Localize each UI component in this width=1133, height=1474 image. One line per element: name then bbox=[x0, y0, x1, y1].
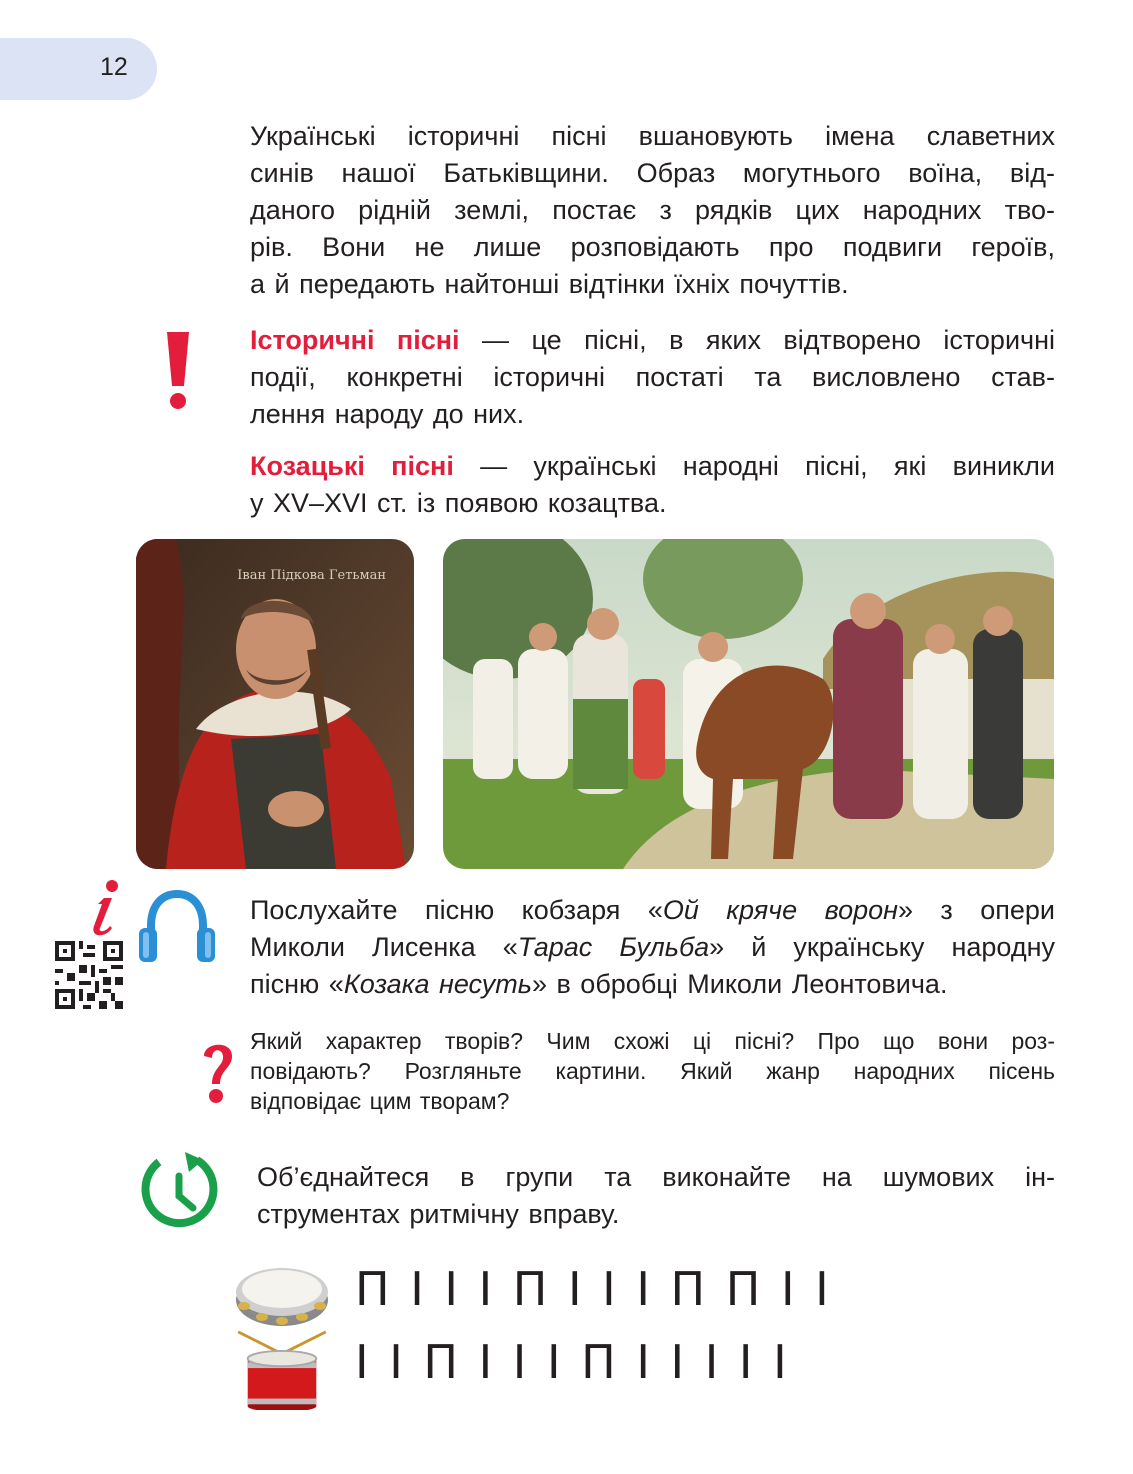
listen-text: Послухайте пісню кобзаря « bbox=[250, 895, 663, 925]
intro-line: Українські історичні пісні вшановують імена славетних bbox=[250, 121, 1055, 151]
listen-text: » й українську народну bbox=[709, 932, 1055, 962]
definition-text: — це пісні, в яких відтворено історичні bbox=[459, 325, 1055, 355]
exclamation-icon bbox=[158, 330, 198, 410]
definition-cossack-songs bbox=[250, 448, 1055, 522]
question-line: повідають? Розгляньте картини. Який жанр народних пісень bbox=[250, 1058, 1055, 1084]
definition-text: події, конкретні історичні постаті та висловлено став- bbox=[250, 362, 1055, 392]
tambourine-icon bbox=[232, 1258, 332, 1338]
task-line: струментах ритмічну вправу. bbox=[257, 1199, 620, 1229]
intro-paragraph bbox=[250, 118, 1055, 303]
intro-line: даного рідній землі, постає з рядків цих народних тво- bbox=[250, 195, 1055, 225]
village-scene-painting bbox=[443, 539, 1054, 869]
info-icon bbox=[78, 878, 128, 938]
drum-rhythm: І І П І І І П І І І І І bbox=[355, 1335, 790, 1389]
definition-historical-songs bbox=[250, 322, 1055, 433]
question-icon bbox=[198, 1040, 238, 1106]
listen-paragraph bbox=[250, 892, 1055, 1003]
listen-text: пісню « bbox=[250, 969, 344, 999]
questions-paragraph bbox=[250, 1026, 1055, 1116]
song-title: Ой кряче ворон bbox=[662, 895, 898, 925]
portrait-signature-text: Іван Підкова Гетьман bbox=[237, 568, 386, 583]
term-cossack-songs: Козацькі пісні bbox=[250, 451, 454, 481]
intro-line: синів нашої Батьківщини. Образ могутнього воїна, від- bbox=[250, 158, 1055, 188]
page-number: 12 bbox=[100, 53, 128, 81]
listen-text: » з опери bbox=[898, 895, 1055, 925]
term-historical-songs: Історичні пісні bbox=[250, 325, 460, 355]
definition-text: у XV–XVI ст. із появою козацтва. bbox=[250, 488, 667, 518]
song-title: Козака несуть bbox=[343, 969, 532, 999]
definition-text: лення народу до них. bbox=[250, 399, 525, 429]
question-line: Який характер творів? Чим схожі ці пісні? Про що вони роз- bbox=[250, 1028, 1055, 1054]
clock-icon bbox=[137, 1150, 221, 1234]
qr-code[interactable] bbox=[55, 941, 123, 1009]
intro-line: а й передають найтонші відтінки їхніх почуттів. bbox=[250, 269, 849, 299]
headphones-icon bbox=[137, 890, 217, 965]
listen-text: Миколи Лисенка « bbox=[250, 932, 518, 962]
tambourine-rhythm: П І І І П І І І П П І І bbox=[355, 1262, 832, 1316]
page-number-tab bbox=[0, 38, 157, 100]
question-line: відповідає цим творам? bbox=[250, 1088, 510, 1114]
task-line: Об’єднайтеся в групи та виконайте на шумових ін- bbox=[257, 1162, 1055, 1192]
task-paragraph bbox=[257, 1159, 1055, 1233]
listen-text: » в обробці Миколи Леонтовича. bbox=[531, 969, 948, 999]
opera-title: Тарас Бульба bbox=[517, 932, 710, 962]
intro-line: рів. Вони не лише розповідають про подвиги героїв, bbox=[250, 232, 1055, 262]
portrait-painting bbox=[136, 539, 414, 869]
definition-text: — українські народні пісні, які виникли bbox=[453, 451, 1055, 481]
drum-icon bbox=[232, 1330, 332, 1410]
